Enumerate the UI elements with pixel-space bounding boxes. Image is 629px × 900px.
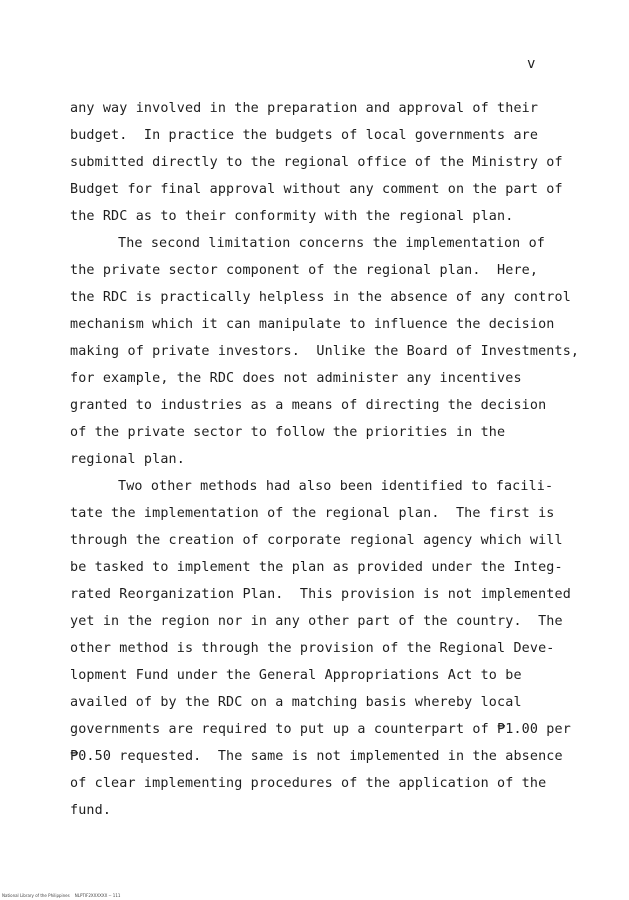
paragraph-3-line: rated Reorganization Plan. This provision is not implemented [70,587,571,602]
paragraph-2-line: making of private investors. Unlike the Board of Investments, [70,344,580,359]
paragraph-3-line: governments are required to put up a counterpart of ₱1.00 per [70,722,571,737]
paragraph-2-line: granted to industries as a means of directing the decision [70,398,547,413]
paragraph-1-line: submitted directly to the regional office of the Ministry of [70,155,563,170]
paragraph-2-line: for example, the RDC does not administer any incentives [70,371,522,386]
paragraph-1-line: budget. In practice the budgets of local governments are [70,128,539,143]
paragraph-3-line: ₱0.50 requested. The same is not implemented in the absence [70,749,563,764]
paragraph-2-line: regional plan. [70,452,185,467]
page-number: v [527,56,536,72]
paragraph-3-line: tate the implementation of the regional plan. The first is [70,506,555,521]
paragraph-3-line: lopment Fund under the General Appropriations Act to be [70,668,522,683]
paragraph-3-line: fund. [70,803,112,818]
paragraph-2-line: the private sector component of the regional plan. Here, [70,263,539,278]
paragraph-1-line: any way involved in the preparation and approval of their [70,101,539,116]
paragraph-3-line: other method is through the provision of the Regional Deve- [70,641,555,656]
paragraph-2-line: the RDC is practically helpless in the absence of any control [70,290,571,305]
paragraph-1-line: the RDC as to their conformity with the regional plan. [70,209,514,224]
paragraph-2-line: mechanism which it can manipulate to influence the decision [70,317,555,332]
body-text [70,100,590,829]
paragraph-3-line: availed of by the RDC on a matching basis whereby local [70,695,522,710]
paragraph-2-line: The second limitation concerns the implementation of [118,236,546,251]
paragraph-3-line: through the creation of corporate regional agency which will [70,533,563,548]
paragraph-2-line: of the private sector to follow the priorities in the [70,425,506,440]
paragraph-1-line: Budget for final approval without any comment on the part of [70,182,563,197]
paragraph-3-line: Two other methods had also been identified to facili- [118,479,554,494]
paragraph-3-line: of clear implementing procedures of the application of the [70,776,547,791]
scan-footer: National Library of the Philippines NLPTIF2XXXXXX -- 111 [2,893,121,898]
paragraph-3-line: be tasked to implement the plan as provided under the Integ- [70,560,563,575]
paragraph-3-line: yet in the region nor in any other part of the country. The [70,614,563,629]
